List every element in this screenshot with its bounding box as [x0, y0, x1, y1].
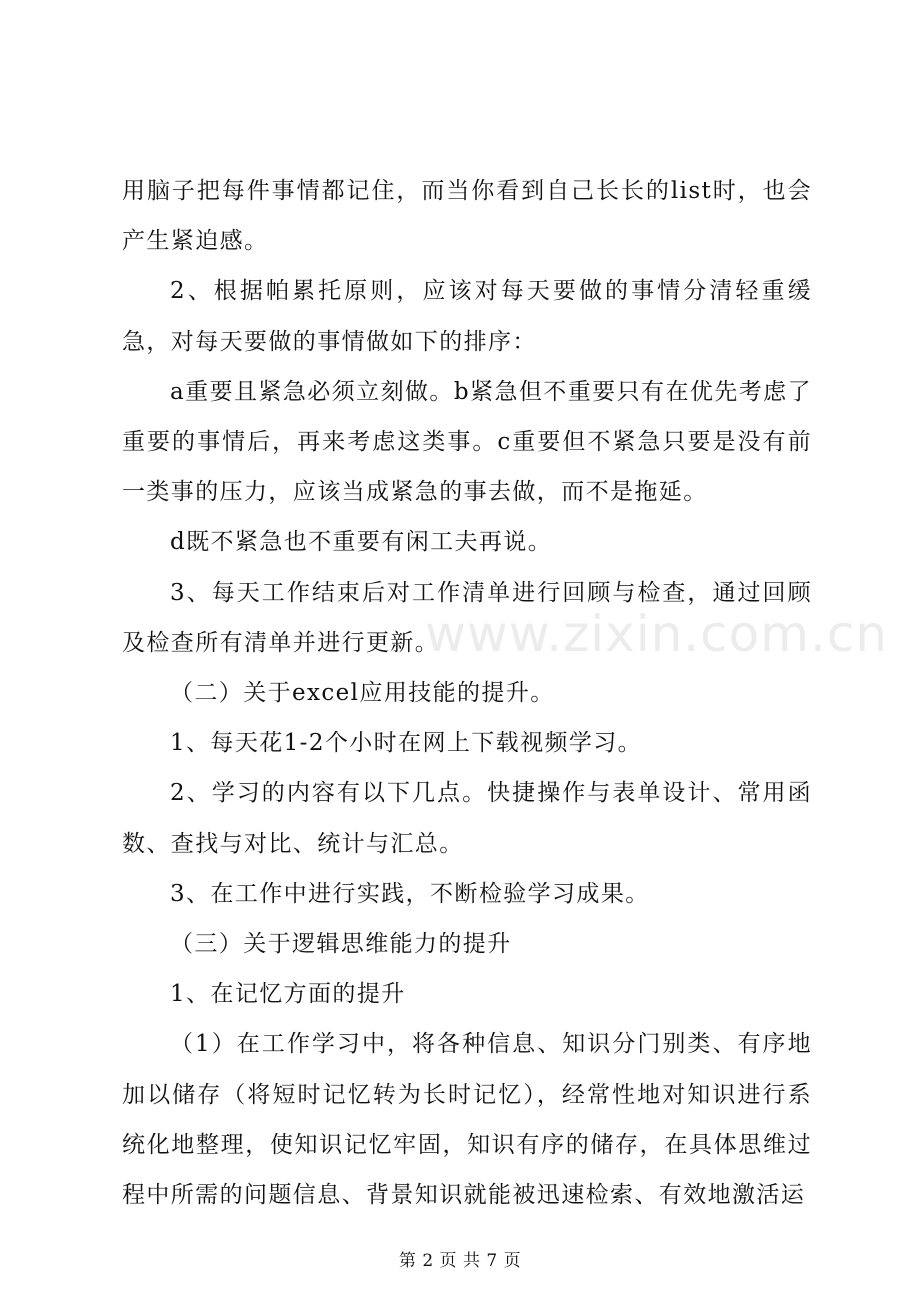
paragraph-priority-d: d既不紧急也不重要有闲工夫再说。: [170, 529, 553, 556]
paragraph-daily-review: 3、每天工作结束后对工作清单进行回顾与检查，通过回顾及检查所有清单并进行更新。: [122, 579, 812, 656]
section-heading-excel: （二）关于excel应用技能的提升。: [170, 680, 555, 707]
paragraph-excel-practice: 3、在工作中进行实践，不断检验学习成果。: [170, 880, 650, 907]
paragraph-priority-abc: a重要且紧急必须立刻做。b紧急但不重要只有在优先考虑了重要的事情后，再来考虑这类事。c重要但不紧急只要是没有前一类事的压力，应该当成紧急的事去做，而不是拖延。: [122, 378, 812, 506]
section-heading-logic: （三）关于逻辑思维能力的提升: [170, 931, 512, 958]
paragraph-excel-content: 2、学习的内容有以下几点。快捷操作与表单设计、常用函数、查找与对比、统计与汇总。: [122, 780, 812, 857]
subheading-memory: 1、在记忆方面的提升: [170, 981, 406, 1008]
paragraph-continuation: 用脑子把每件事情都记住，而当你看到自己长长的list时，也会产生紧迫感。: [122, 178, 812, 255]
paragraph-excel-video: 1、每天花1-2个小时在网上下载视频学习。: [170, 730, 643, 757]
page-footer: 第 2 页 共 7 页: [398, 1251, 522, 1271]
paragraph-pareto-principle: 2、根据帕累托原则，应该对每天要做的事情分清轻重缓急，对每天要做的事情做如下的排序：: [122, 278, 812, 355]
document-body: [122, 166, 812, 1220]
paragraph-memory-detail: （1）在工作学习中，将各种信息、知识分门别类、有序地加以储存（将短时记忆转为长时记忆），经常性地对知识进行系统化地整理，使知识记忆牢固，知识有序的储存，在具体思维过程中所需的问题信息、背景知识就能被迅速检索、有效地激活运: [122, 1031, 812, 1209]
watermark: www.zixin.com.cn: [425, 605, 889, 663]
